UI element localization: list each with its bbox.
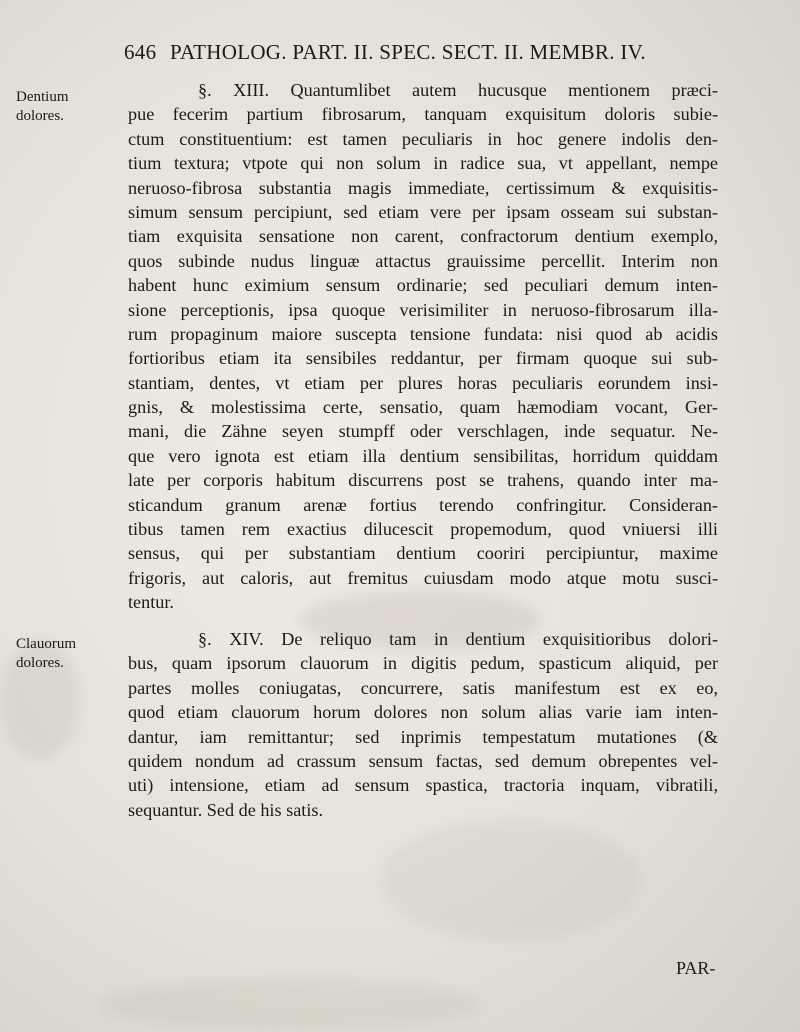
paper-stain xyxy=(380,820,640,940)
section-xiii-paragraph xyxy=(128,78,718,615)
margin-note-clauorum: Clauorum dolores. xyxy=(16,636,76,671)
text-line: rum propaginum maiore suscepta tensione fundata: nisi quod ab acidis xyxy=(128,323,718,344)
text-line: uti) intensione, etiam ad sensum spastica, tractoria inquam, vibratili, xyxy=(128,775,718,796)
text-line: late per corporis habitum discurrens post se trahens, quando inter ma- xyxy=(128,470,718,491)
text-line: quidem nondum ad crassum sensum factas, sed demum obrepentes vel- xyxy=(128,750,718,771)
text-line: tibus tamen rem exactius dilucescit propemodum, quod vniuersi illi xyxy=(128,519,718,540)
running-title: PATHOLOG. PART. II. SPEC. SECT. II. MEMBR. IV. xyxy=(169,40,646,64)
text-line: sequantur. Sed de his satis. xyxy=(128,799,323,820)
text-line: frigoris, aut caloris, aut fremitus cuiusdam modo atque motu susci- xyxy=(128,567,718,588)
section-xiv-paragraph xyxy=(128,627,718,822)
text-line: §. XIV. De reliquo tam in dentium exquisitioribus dolori- xyxy=(198,629,718,649)
text-line: gnis, & molestissima certe, sensatio, quam hæmodiam vocant, Ger- xyxy=(128,397,718,418)
text-line: neruoso-fibrosa substantia magis immediate, certissimum & exquisitis- xyxy=(128,177,718,198)
page-number: 646 xyxy=(124,40,157,64)
paper-stain xyxy=(100,980,480,1030)
text-line: tentur. xyxy=(128,592,174,613)
text-line: mani, die Zähne seyen stumpff oder verschlagen, inde sequatur. Ne- xyxy=(128,421,718,442)
text-line: bus, quam ipsorum clauorum in digitis pedum, spasticum aliquid, per xyxy=(128,653,718,674)
text-line: stantiam, dentes, vt etiam per plures horas peculiaris eorundem insi- xyxy=(128,372,718,393)
text-line: tiam exquisita sensatione non carent, confractorum dentium exemplo, xyxy=(128,226,718,247)
catchword: PAR- xyxy=(676,958,716,978)
text-line: quos subinde nudus linguæ attactus grauissime percellit. Interim non xyxy=(128,250,718,271)
text-line: §. XIII. Quantumlibet autem hucusque mentionem præci- xyxy=(198,80,718,100)
text-line: pue fecerim partium fibrosarum, tanquam exquisitum doloris subie- xyxy=(128,104,718,125)
text-line: sensus, qui per substantiam dentium cooriri percipiuntur, maxime xyxy=(128,543,718,564)
text-line: fortioribus etiam ita sensibiles reddantur, per firmam quoque sui sub- xyxy=(128,348,718,369)
text-line: sticandum granum arenæ fortius terendo confringitur. Consideran- xyxy=(128,494,718,515)
text-line: que vero ignota est etiam illa dentium sensibilitas, horridum quiddam xyxy=(128,445,718,466)
text-line: tium textura; vtpote qui non solum in radice sua, vt appellant, nempe xyxy=(128,153,718,174)
text-line: quod etiam clauorum horum dolores non solum alias varie iam inten- xyxy=(128,702,718,723)
text-line: simum sensum percipiunt, sed etiam vere per ipsam osseam sui substan- xyxy=(128,201,718,222)
text-line: partes molles coniugatas, concurrere, satis manifestum est ex eo, xyxy=(128,677,718,698)
text-line: ctum constituentium: est tamen peculiaris in hoc genere indolis den- xyxy=(128,128,718,149)
text-line: sione perceptionis, ipsa quoque verisimiliter in neruoso-fibrosarum illa- xyxy=(128,299,718,320)
text-line: dantur, iam remittantur; sed inprimis tempestatum mutationes (& xyxy=(128,726,718,747)
text-line: habent hunc eximium sensum ordinarie; sed peculiari demum inten- xyxy=(128,275,718,296)
margin-note-dentium: Dentium dolores. xyxy=(16,89,69,124)
running-header xyxy=(124,40,646,65)
